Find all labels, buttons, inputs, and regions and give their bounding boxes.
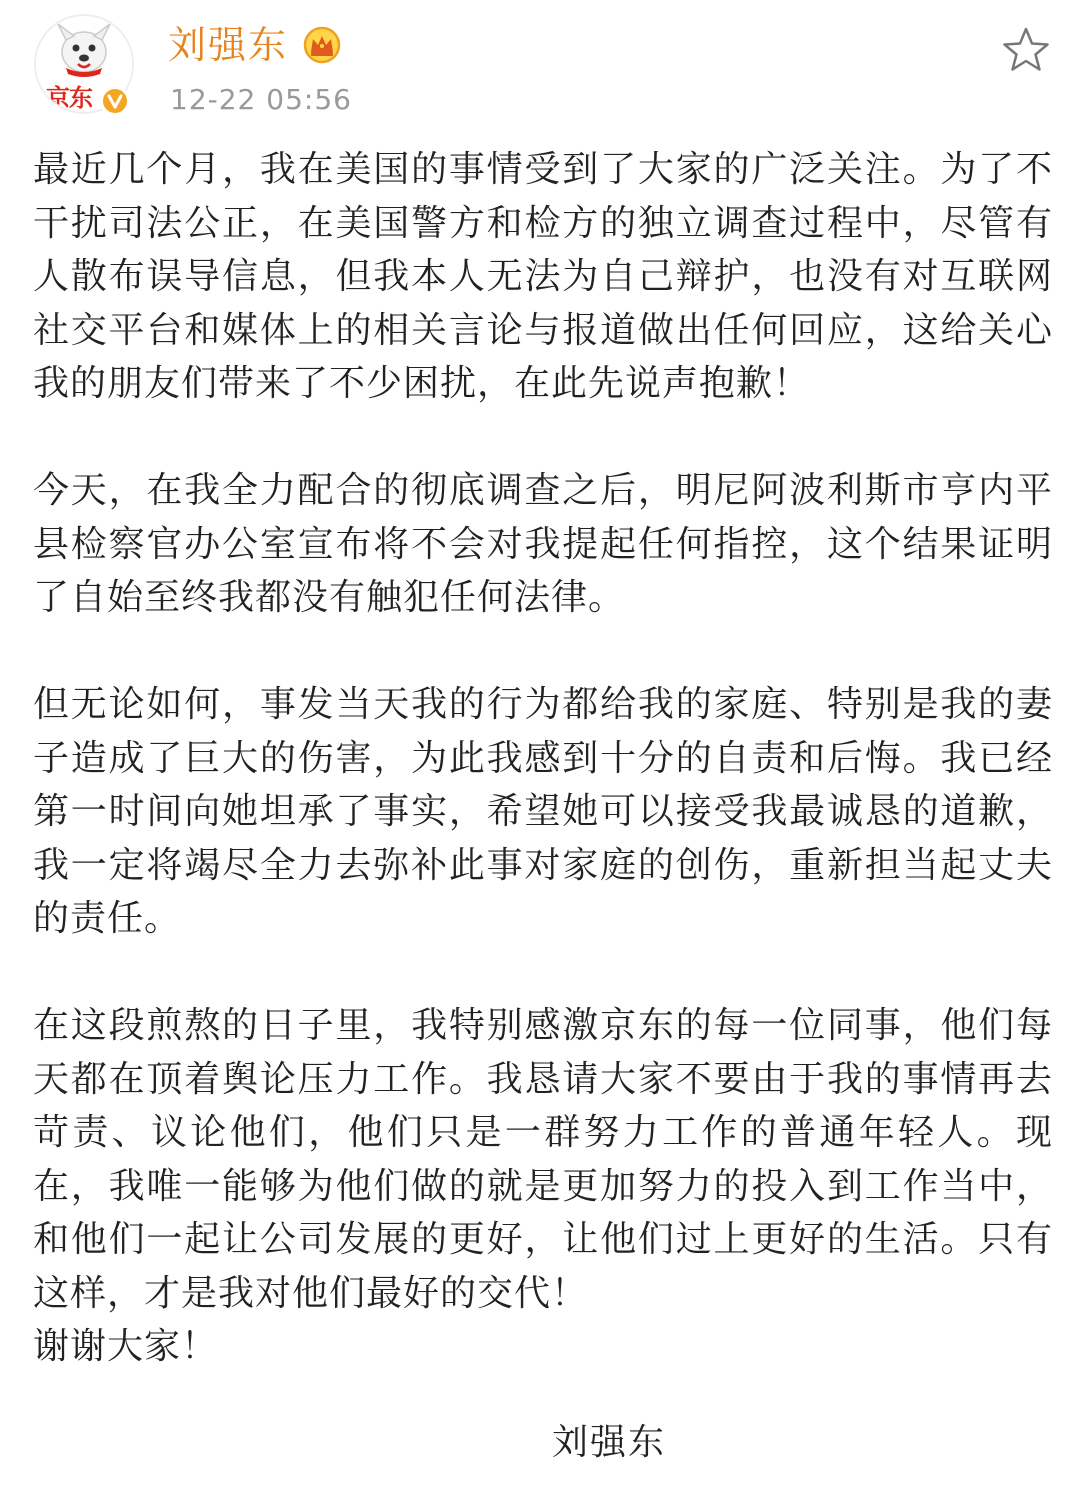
star-outline-icon	[1000, 24, 1052, 76]
post-header	[0, 0, 1080, 130]
post-signature: 刘强东	[552, 1422, 667, 1463]
post-paragraph-5: 谢谢大家！	[33, 1326, 219, 1367]
post-paragraph-4: 在这段煎熬的日子里，我特别感激京东的每一位同事，他们每天都在顶着舆论压力工作。我恳请大家不要由于我的事情再去苛责、议论他们，他们只是一群努力工作的普通年轻人。现在，我唯一能够为他们做的就是更加努力的投入到工作当中，和他们一起让公司发展的更好，让他们过上更好的生活。只有这样，才是我对他们最好的交代！	[33, 1005, 1053, 1314]
author-name[interactable]: 刘强东	[168, 23, 289, 67]
favorite-button[interactable]	[1000, 24, 1052, 76]
post-paragraph-2: 今天，在我全力配合的彻底调查之后，明尼阿波利斯市亨内平县检察官办公室宣布将不会对我提起任何指控，这个结果证明了自始至终我都没有触犯任何法律。	[33, 470, 1053, 618]
post-timestamp: 12-22 05:56	[170, 83, 352, 116]
author-row	[168, 20, 342, 70]
crown-badge-icon[interactable]	[302, 25, 342, 65]
post-body	[33, 143, 1053, 1374]
post-paragraph-1: 最近几个月，我在美国的事情受到了大家的广泛关注。为了不干扰司法公正，在美国警方和检方的独立调查过程中，尽管有人散布误导信息，但我本人无法为自己辩护，也没有对互联网社交平台和媒体上的相关言论与报道做出任何回应，这给关心我的朋友们带来了不少困扰，在此先说声抱歉！	[33, 149, 1053, 404]
avatar-brand-label: 京东	[46, 84, 92, 112]
verified-v-icon	[100, 86, 130, 116]
post-paragraph-3: 但无论如何，事发当天我的行为都给我的家庭、特别是我的妻子造成了巨大的伤害，为此我感到十分的自责和后悔。我已经第一时间向她坦承了事实，希望她可以接受我最诚恳的道歉，我一定将竭尽全力去弥补此事对家庭的创伤，重新担当起丈夫的责任。	[33, 684, 1053, 939]
